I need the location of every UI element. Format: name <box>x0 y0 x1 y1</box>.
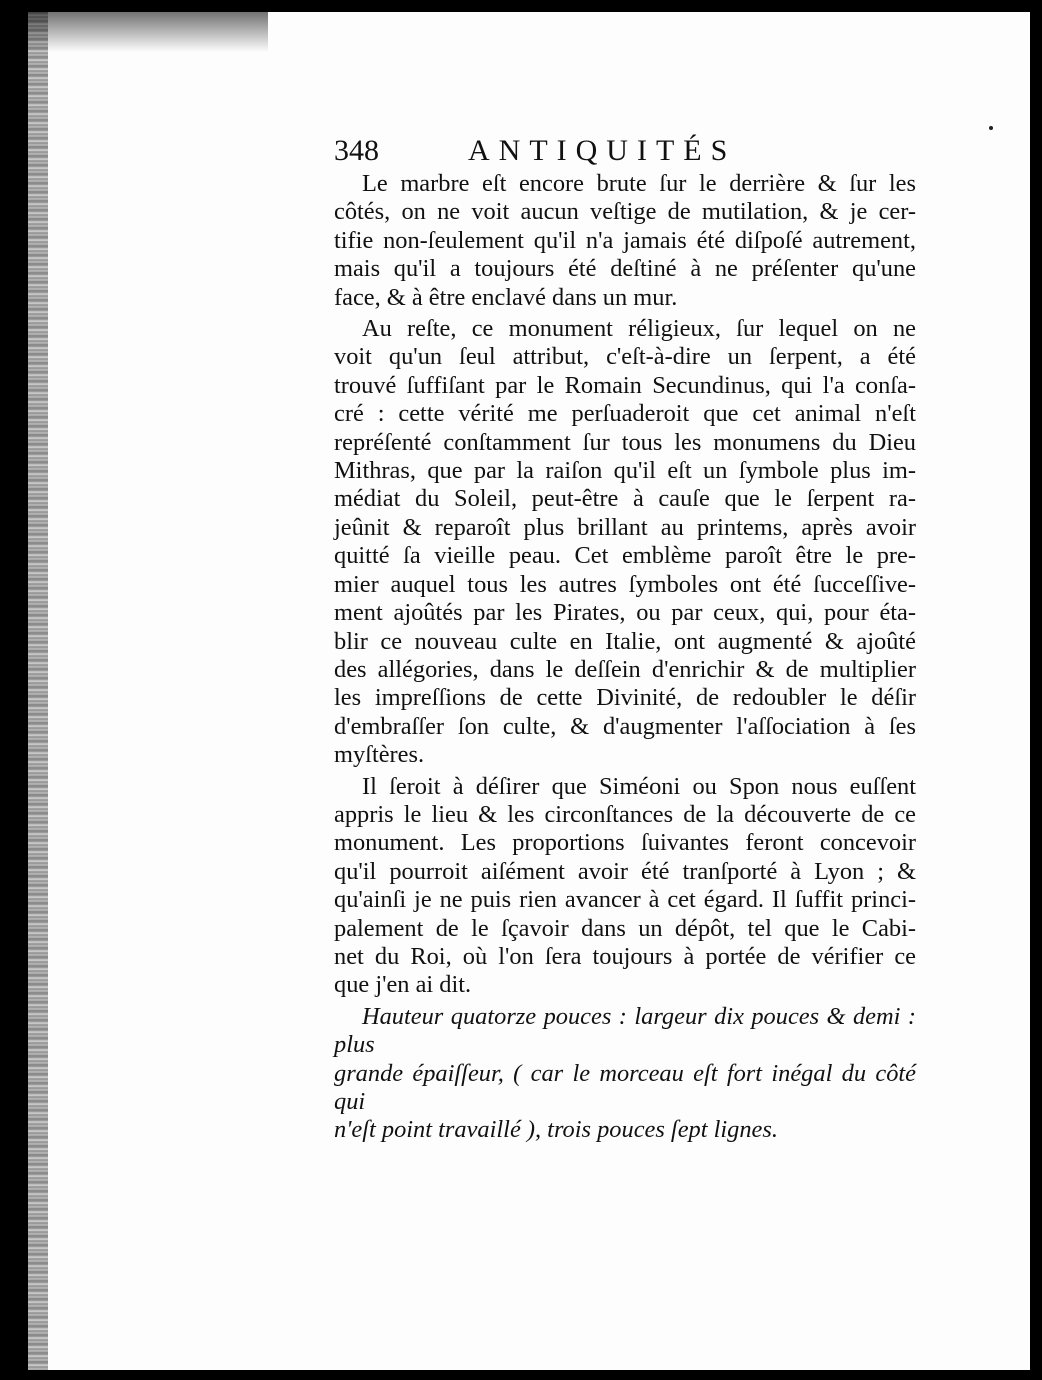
paragraph <box>334 170 916 312</box>
text-line: Mithras, que par la raiſon qu'il eſt un ſymbole plus im- <box>334 457 916 485</box>
text-line: voit qu'un ſeul attribut, c'eſt-à-dire un ſerpent, a été <box>334 343 916 371</box>
text-line: les impreſſions de cette Divinité, de redoubler le déſir <box>334 684 916 712</box>
text-line: côtés, on ne voit aucun veſtige de mutilation, & je cer- <box>334 198 916 226</box>
text-line: que j'en ai dit. <box>334 971 472 999</box>
text-line: n'eſt point travaillé ), trois pouces ſept lignes. <box>334 1116 778 1144</box>
paragraph <box>334 315 916 770</box>
text-line: blir ce nouveau culte en Italie, ont augmenté & ajoûté <box>334 627 916 655</box>
paragraph <box>334 773 916 1000</box>
ink-speck <box>989 126 993 130</box>
text-line: mier auquel tous les autres ſymboles ont été ſucceſſive- <box>334 570 916 598</box>
text-line: des allégories, dans le deſſein d'enrichir & de multiplier <box>334 655 916 683</box>
running-head: ANTIQUITÉS <box>468 134 737 167</box>
text-block <box>334 130 916 1145</box>
text-line: Il ſeroit à déſirer que Siméoni ou Spon nous euſſent <box>362 772 916 800</box>
page-number: 348 <box>334 134 379 167</box>
text-line: grande épaiſſeur, ( car le morceau eſt fort inégal du côté qui <box>334 1059 916 1115</box>
text-line: Le marbre eſt encore brute ſur le derrière & ſur les <box>362 170 916 197</box>
text-line: trouvé ſuffiſant par le Romain Secundinus, qui l'a conſa- <box>334 371 916 399</box>
text-line: repréſenté conſtamment ſur tous les monumens du Dieu <box>334 428 916 456</box>
book-page <box>28 12 1030 1370</box>
text-line: jeûnit & reparoît plus brillant au printems, après avoir <box>334 513 916 541</box>
text-line: palement de le ſçavoir dans un dépôt, tel que le Cabi- <box>334 914 916 942</box>
text-line: qu'ainſi je ne puis rien avancer à cet égard. Il ſuffit princi- <box>334 886 916 914</box>
text-line: face, & à être enclavé dans un mur. <box>334 283 678 311</box>
text-line: Au reſte, ce monument réligieux, ſur lequel on ne <box>362 315 916 343</box>
text-line: qu'il pourroit aiſément avoir été tranſporté à Lyon ; & <box>334 857 916 885</box>
text-line: myſtères. <box>334 741 425 769</box>
text-line: médiat du Soleil, peut-être à cauſe que le ſerpent ra- <box>334 485 916 513</box>
text-line: cré : cette vérité me perſuaderoit que cet animal n'eſt <box>334 400 916 428</box>
text-line: mais qu'il a toujours été deſtiné à ne préſenter qu'une <box>334 255 916 283</box>
scanned-edge-top <box>28 12 268 52</box>
scanned-edge-left <box>28 12 48 1370</box>
text-line: tifie non-ſeulement qu'il n'a jamais été diſpoſé autrement, <box>334 226 916 254</box>
text-line: appris le lieu & les circonſtances de la découverte de ce <box>334 800 916 828</box>
text-line: d'embraſſer ſon culte, & d'augmenter l'aſſociation à ſes <box>334 712 916 740</box>
text-line: net du Roi, où l'on ſera toujours à portée de vérifier ce <box>334 942 916 970</box>
paragraph <box>334 1003 916 1145</box>
text-line: monument. Les proportions ſuivantes feront concevoir <box>334 829 916 857</box>
text-line: quitté ſa vieille peau. Cet emblème paroît être le pre- <box>334 542 916 570</box>
page-header <box>334 130 916 170</box>
text-line: Hauteur quatorze pouces : largeur dix pouces & demi : plus <box>334 1002 916 1059</box>
text-line: ment ajoûtés par les Pirates, ou par ceux, qui, pour éta- <box>334 599 916 627</box>
body-text <box>334 170 916 1145</box>
